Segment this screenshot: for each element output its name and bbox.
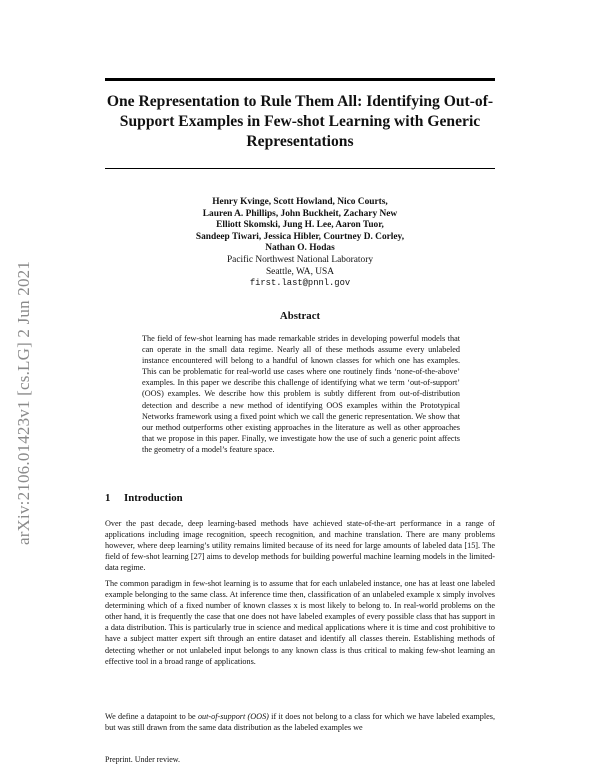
contact-email: first.last@pnnl.gov: [249, 278, 351, 289]
affiliation: Pacific Northwest National Laboratory: [226, 254, 374, 265]
paragraph-text-start: We define a datapoint to be: [105, 712, 198, 721]
paragraph-text-rest: if it does not belong to a class for which we have labeled examples, but was still drawn from the same data distribution as the labeled examples we: [105, 712, 495, 733]
section-title: Introduction: [124, 492, 183, 504]
section-heading-introduction: [105, 492, 495, 505]
intro-paragraph-2: [105, 578, 495, 667]
section-number: 1: [105, 492, 111, 504]
author-line: Henry Kvinge, Scott Howland, Nico Courts,: [212, 197, 388, 207]
author-line: Elliott Skomski, Jung H. Lee, Aaron Tuor,: [216, 220, 384, 231]
abstract-heading: Abstract: [279, 310, 321, 322]
title-bottom-rule: [105, 168, 495, 169]
author-block: [105, 197, 495, 290]
arxiv-sidebar-stamp: [4, 218, 44, 588]
paragraph-text: Over the past decade, deep learning-based methods have achieved state-of-the-art performance in a range of applications including image recognition, speech recognition, and machine translation. There are many problems however, where deep learning’s utility remains limited because of its need for large amounts of labeled data [15]. The field of few-shot learning [27] aims to develop methods for building powerful machine learning models in the limited-data regime.: [105, 519, 495, 573]
title-top-rule: [105, 78, 495, 81]
abstract-text: The field of few-shot learning has made remarkable strides in developing powerful models that can operate in the small data regime. Nearly all of these methods assume every unlabeled instance encountered will belong to a handful of known classes for which one has examples. This can be problematic for real-world use cases where one routinely finds ‘none-of-the-above’ examples. In this paper we describe this challenge of identifying what we term ‘out-of-support’ (OOS) examples. We describe how this problem is subtly different from out-of-distribution detection and describe a new method of identifying OOS examples within the Prototypical Networks framework using a fixed point which we call the generic representation. We show that our method outperforms other existing approaches in the literature as well as other approaches that we propose in this paper. Finally, we investigate how the use of such a generic point affects the geometry of a model’s feature space.: [142, 334, 460, 454]
paragraph-text: [105, 711, 495, 733]
paper-title: One Representation to Rule Them All: Identifying Out-of-Support Examples in Few-shot Learning with Generic Representations: [106, 93, 494, 150]
author-line: Nathan O. Hodas: [265, 243, 335, 254]
location: Seattle, WA, USA: [265, 266, 335, 277]
arxiv-identifier: arXiv:2106.01423v1 [cs.LG] 2 Jun 2021: [14, 260, 33, 546]
preprint-footer: Preprint. Under review.: [105, 755, 181, 764]
intro-paragraph-1: [105, 518, 495, 573]
author-line: Lauren A. Phillips, John Buckheit, Zachary New: [202, 208, 398, 219]
intro-paragraph-3: [105, 711, 495, 733]
defined-term: out-of-support (OOS): [197, 712, 269, 721]
author-line: Sandeep Tiwari, Jessica Hibler, Courtney D. Corley,: [195, 231, 405, 242]
paragraph-text: The common paradigm in few-shot learning is to assume that for each unlabeled instance, one has at least one labeled example belonging to the same class. At inference time then, classification of an unlabeled example x simply involves determining which of a fixed number of known classes x is most likely to belong to. In real-world problems on the other hand, it is frequently the case that one does not have labeled examples of every possible class that has support in a data distribution. This is particularly true in science and medical applications where it is time and cost prohibitive to have a subject matter expert sift through an entire dataset and identify all classes therein. Establishing methods of detecting whether or not unlabeled input belongs to any known class is thus critical to making few-shot learning an effective tool in a broad range of applications.: [105, 579, 495, 666]
